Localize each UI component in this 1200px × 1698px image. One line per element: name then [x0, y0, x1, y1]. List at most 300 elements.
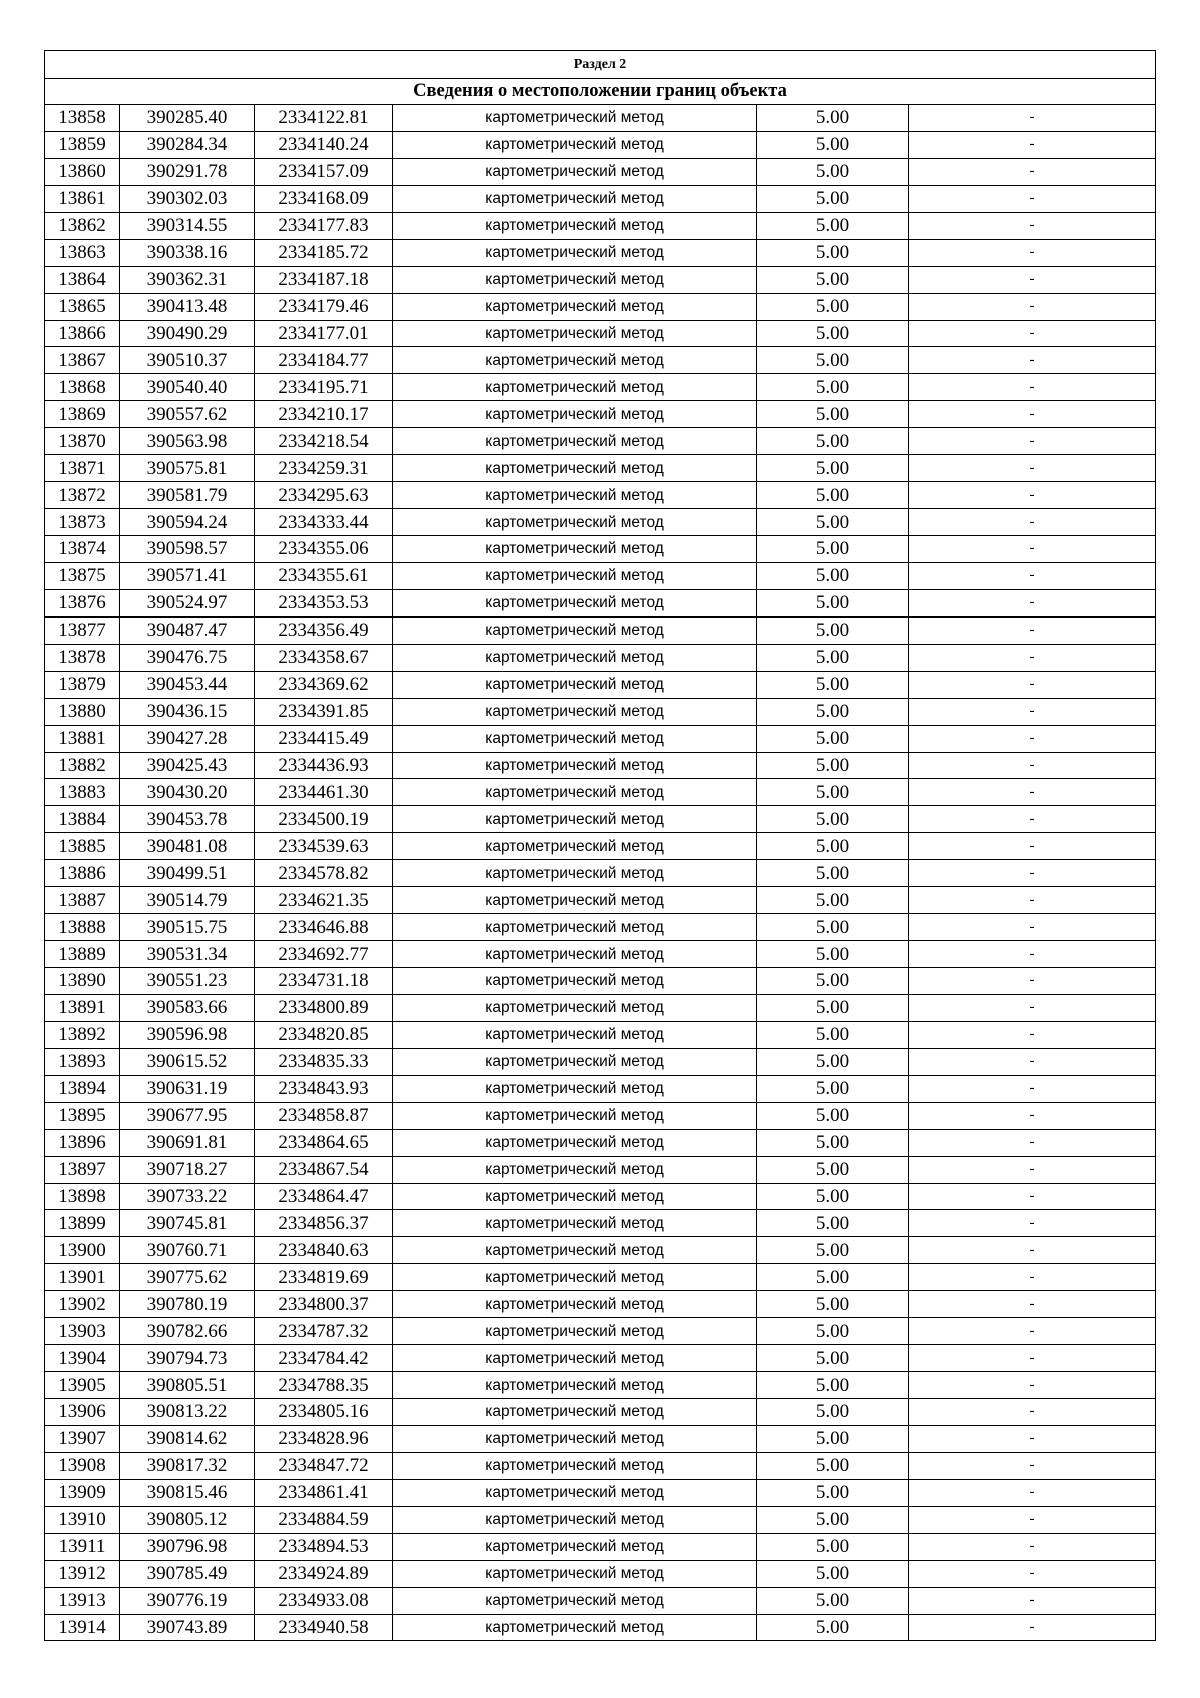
- point-number-cell: 13880: [45, 698, 120, 725]
- x-coordinate-cell: 390775.62: [120, 1264, 255, 1291]
- method-cell: картометрический метод: [393, 941, 757, 968]
- y-coordinate-cell: 2334355.61: [255, 562, 393, 589]
- method-cell: картометрический метод: [393, 1102, 757, 1129]
- point-number-cell: 13863: [45, 239, 120, 266]
- method-cell: картометрический метод: [393, 1345, 757, 1372]
- point-number-cell: 13873: [45, 509, 120, 536]
- point-number-cell: 13866: [45, 320, 120, 347]
- table-row: [45, 671, 1156, 698]
- y-coordinate-cell: 2334185.72: [255, 239, 393, 266]
- method-cell: картометрический метод: [393, 1291, 757, 1318]
- method-cell: картометрический метод: [393, 131, 757, 158]
- description-cell: -: [909, 941, 1156, 968]
- accuracy-cell: 5.00: [757, 347, 909, 374]
- y-coordinate-cell: 2334800.89: [255, 994, 393, 1021]
- description-cell: -: [909, 617, 1156, 644]
- description-cell: -: [909, 105, 1156, 132]
- description-cell: -: [909, 671, 1156, 698]
- table-row: [45, 131, 1156, 158]
- table-row: [45, 1048, 1156, 1075]
- x-coordinate-cell: 390490.29: [120, 320, 255, 347]
- point-number-cell: 13892: [45, 1021, 120, 1048]
- description-cell: -: [909, 1075, 1156, 1102]
- point-number-cell: 13868: [45, 374, 120, 401]
- method-cell: картометрический метод: [393, 589, 757, 616]
- y-coordinate-cell: 2334355.06: [255, 536, 393, 563]
- method-cell: картометрический метод: [393, 105, 757, 132]
- x-coordinate-cell: 390594.24: [120, 509, 255, 536]
- table-row: [45, 968, 1156, 995]
- method-cell: картометрический метод: [393, 1318, 757, 1345]
- accuracy-cell: 5.00: [757, 589, 909, 616]
- x-coordinate-cell: 390718.27: [120, 1156, 255, 1183]
- x-coordinate-cell: 390510.37: [120, 347, 255, 374]
- point-number-cell: 13890: [45, 968, 120, 995]
- description-cell: -: [909, 752, 1156, 779]
- table-row: [45, 1345, 1156, 1372]
- accuracy-cell: 5.00: [757, 1075, 909, 1102]
- y-coordinate-cell: 2334819.69: [255, 1264, 393, 1291]
- y-coordinate-cell: 2334784.42: [255, 1345, 393, 1372]
- accuracy-cell: 5.00: [757, 320, 909, 347]
- accuracy-cell: 5.00: [757, 239, 909, 266]
- point-number-cell: 13858: [45, 105, 120, 132]
- y-coordinate-cell: 2334168.09: [255, 185, 393, 212]
- method-cell: картометрический метод: [393, 860, 757, 887]
- method-cell: картометрический метод: [393, 752, 757, 779]
- description-cell: -: [909, 1560, 1156, 1587]
- x-coordinate-cell: 390524.97: [120, 589, 255, 616]
- accuracy-cell: 5.00: [757, 562, 909, 589]
- accuracy-cell: 5.00: [757, 779, 909, 806]
- x-coordinate-cell: 390615.52: [120, 1048, 255, 1075]
- point-number-cell: 13867: [45, 347, 120, 374]
- y-coordinate-cell: 2334259.31: [255, 455, 393, 482]
- method-cell: картометрический метод: [393, 212, 757, 239]
- y-coordinate-cell: 2334210.17: [255, 401, 393, 428]
- accuracy-cell: 5.00: [757, 941, 909, 968]
- y-coordinate-cell: 2334646.88: [255, 914, 393, 941]
- x-coordinate-cell: 390362.31: [120, 266, 255, 293]
- y-coordinate-cell: 2334805.16: [255, 1399, 393, 1426]
- x-coordinate-cell: 390540.40: [120, 374, 255, 401]
- method-cell: картометрический метод: [393, 482, 757, 509]
- y-coordinate-cell: 2334835.33: [255, 1048, 393, 1075]
- description-cell: -: [909, 725, 1156, 752]
- y-coordinate-cell: 2334179.46: [255, 293, 393, 320]
- point-number-cell: 13912: [45, 1560, 120, 1587]
- method-cell: картометрический метод: [393, 266, 757, 293]
- x-coordinate-cell: 390515.75: [120, 914, 255, 941]
- accuracy-cell: 5.00: [757, 833, 909, 860]
- description-cell: -: [909, 1183, 1156, 1210]
- method-cell: картометрический метод: [393, 1264, 757, 1291]
- table-row: [45, 185, 1156, 212]
- y-coordinate-cell: 2334861.41: [255, 1479, 393, 1506]
- x-coordinate-cell: 390430.20: [120, 779, 255, 806]
- description-cell: -: [909, 1479, 1156, 1506]
- point-number-cell: 13889: [45, 941, 120, 968]
- x-coordinate-cell: 390691.81: [120, 1129, 255, 1156]
- accuracy-cell: 5.00: [757, 1399, 909, 1426]
- table-row: [45, 1237, 1156, 1264]
- accuracy-cell: 5.00: [757, 1210, 909, 1237]
- method-cell: картометрический метод: [393, 374, 757, 401]
- y-coordinate-cell: 2334788.35: [255, 1372, 393, 1399]
- description-cell: -: [909, 482, 1156, 509]
- accuracy-cell: 5.00: [757, 1291, 909, 1318]
- method-cell: картометрический метод: [393, 887, 757, 914]
- x-coordinate-cell: 390745.81: [120, 1210, 255, 1237]
- accuracy-cell: 5.00: [757, 1587, 909, 1614]
- x-coordinate-cell: 390557.62: [120, 401, 255, 428]
- accuracy-cell: 5.00: [757, 806, 909, 833]
- x-coordinate-cell: 390476.75: [120, 644, 255, 671]
- accuracy-cell: 5.00: [757, 266, 909, 293]
- method-cell: картометрический метод: [393, 401, 757, 428]
- table-row: [45, 752, 1156, 779]
- y-coordinate-cell: 2334391.85: [255, 698, 393, 725]
- y-coordinate-cell: 2334847.72: [255, 1452, 393, 1479]
- table-row: [45, 725, 1156, 752]
- table-row: [45, 562, 1156, 589]
- accuracy-cell: 5.00: [757, 1533, 909, 1560]
- y-coordinate-cell: 2334884.59: [255, 1506, 393, 1533]
- method-cell: картометрический метод: [393, 968, 757, 995]
- point-number-cell: 13885: [45, 833, 120, 860]
- x-coordinate-cell: 390760.71: [120, 1237, 255, 1264]
- method-cell: картометрический метод: [393, 994, 757, 1021]
- method-cell: картометрический метод: [393, 1533, 757, 1560]
- description-cell: -: [909, 1318, 1156, 1345]
- accuracy-cell: 5.00: [757, 536, 909, 563]
- table-row: [45, 644, 1156, 671]
- point-number-cell: 13891: [45, 994, 120, 1021]
- table-row: [45, 1102, 1156, 1129]
- description-cell: -: [909, 994, 1156, 1021]
- point-number-cell: 13860: [45, 158, 120, 185]
- x-coordinate-cell: 390776.19: [120, 1587, 255, 1614]
- method-cell: картометрический метод: [393, 455, 757, 482]
- method-cell: картометрический метод: [393, 725, 757, 752]
- accuracy-cell: 5.00: [757, 455, 909, 482]
- accuracy-cell: 5.00: [757, 482, 909, 509]
- accuracy-cell: 5.00: [757, 401, 909, 428]
- point-number-cell: 13878: [45, 644, 120, 671]
- description-cell: -: [909, 644, 1156, 671]
- description-cell: -: [909, 1399, 1156, 1426]
- y-coordinate-cell: 2334800.37: [255, 1291, 393, 1318]
- table-row: [45, 1372, 1156, 1399]
- y-coordinate-cell: 2334924.89: [255, 1560, 393, 1587]
- point-number-cell: 13879: [45, 671, 120, 698]
- x-coordinate-cell: 390815.46: [120, 1479, 255, 1506]
- point-number-cell: 13914: [45, 1614, 120, 1641]
- description-cell: -: [909, 1102, 1156, 1129]
- table-row: [45, 1156, 1156, 1183]
- method-cell: картометрический метод: [393, 1129, 757, 1156]
- y-coordinate-cell: 2334187.18: [255, 266, 393, 293]
- accuracy-cell: 5.00: [757, 1318, 909, 1345]
- description-cell: -: [909, 185, 1156, 212]
- y-coordinate-cell: 2334864.47: [255, 1183, 393, 1210]
- method-cell: картометрический метод: [393, 833, 757, 860]
- description-cell: -: [909, 320, 1156, 347]
- x-coordinate-cell: 390453.44: [120, 671, 255, 698]
- description-cell: -: [909, 589, 1156, 616]
- x-coordinate-cell: 390805.51: [120, 1372, 255, 1399]
- table-row: [45, 482, 1156, 509]
- table-row: [45, 536, 1156, 563]
- method-cell: картометрический метод: [393, 1156, 757, 1183]
- accuracy-cell: 5.00: [757, 1021, 909, 1048]
- point-number-cell: 13913: [45, 1587, 120, 1614]
- accuracy-cell: 5.00: [757, 158, 909, 185]
- method-cell: картометрический метод: [393, 698, 757, 725]
- x-coordinate-cell: 390499.51: [120, 860, 255, 887]
- y-coordinate-cell: 2334867.54: [255, 1156, 393, 1183]
- point-number-cell: 13895: [45, 1102, 120, 1129]
- table-row: [45, 401, 1156, 428]
- point-number-cell: 13904: [45, 1345, 120, 1372]
- point-number-cell: 13907: [45, 1425, 120, 1452]
- point-number-cell: 13887: [45, 887, 120, 914]
- x-coordinate-cell: 390291.78: [120, 158, 255, 185]
- x-coordinate-cell: 390813.22: [120, 1399, 255, 1426]
- y-coordinate-cell: 2334864.65: [255, 1129, 393, 1156]
- table-row: [45, 158, 1156, 185]
- point-number-cell: 13898: [45, 1183, 120, 1210]
- point-number-cell: 13906: [45, 1399, 120, 1426]
- description-cell: -: [909, 1614, 1156, 1641]
- y-coordinate-cell: 2334356.49: [255, 617, 393, 644]
- y-coordinate-cell: 2334856.37: [255, 1210, 393, 1237]
- description-cell: -: [909, 131, 1156, 158]
- point-number-cell: 13910: [45, 1506, 120, 1533]
- description-cell: -: [909, 1129, 1156, 1156]
- method-cell: картометрический метод: [393, 185, 757, 212]
- point-number-cell: 13877: [45, 617, 120, 644]
- accuracy-cell: 5.00: [757, 752, 909, 779]
- y-coordinate-cell: 2334369.62: [255, 671, 393, 698]
- accuracy-cell: 5.00: [757, 994, 909, 1021]
- method-cell: картометрический метод: [393, 1587, 757, 1614]
- x-coordinate-cell: 390785.49: [120, 1560, 255, 1587]
- description-cell: -: [909, 536, 1156, 563]
- table-row: [45, 428, 1156, 455]
- table-row: [45, 779, 1156, 806]
- point-number-cell: 13883: [45, 779, 120, 806]
- table-row: [45, 806, 1156, 833]
- x-coordinate-cell: 390817.32: [120, 1452, 255, 1479]
- y-coordinate-cell: 2334894.53: [255, 1533, 393, 1560]
- description-cell: -: [909, 562, 1156, 589]
- description-cell: -: [909, 239, 1156, 266]
- table-row: [45, 509, 1156, 536]
- method-cell: картометрический метод: [393, 1048, 757, 1075]
- point-number-cell: 13865: [45, 293, 120, 320]
- table-row: [45, 320, 1156, 347]
- accuracy-cell: 5.00: [757, 968, 909, 995]
- x-coordinate-cell: 390514.79: [120, 887, 255, 914]
- method-cell: картометрический метод: [393, 1506, 757, 1533]
- method-cell: картометрический метод: [393, 1614, 757, 1641]
- point-number-cell: 13862: [45, 212, 120, 239]
- method-cell: картометрический метод: [393, 158, 757, 185]
- accuracy-cell: 5.00: [757, 105, 909, 132]
- accuracy-cell: 5.00: [757, 131, 909, 158]
- method-cell: картометрический метод: [393, 1183, 757, 1210]
- accuracy-cell: 5.00: [757, 1345, 909, 1372]
- x-coordinate-cell: 390551.23: [120, 968, 255, 995]
- accuracy-cell: 5.00: [757, 1183, 909, 1210]
- table-row: [45, 1533, 1156, 1560]
- method-cell: картометрический метод: [393, 671, 757, 698]
- table-row: [45, 1452, 1156, 1479]
- method-cell: картометрический метод: [393, 1237, 757, 1264]
- y-coordinate-cell: 2334177.01: [255, 320, 393, 347]
- description-cell: -: [909, 698, 1156, 725]
- description-cell: -: [909, 455, 1156, 482]
- point-number-cell: 13876: [45, 589, 120, 616]
- description-cell: -: [909, 1372, 1156, 1399]
- method-cell: картометрический метод: [393, 779, 757, 806]
- y-coordinate-cell: 2334177.83: [255, 212, 393, 239]
- method-cell: картометрический метод: [393, 1399, 757, 1426]
- table-row: [45, 266, 1156, 293]
- y-coordinate-cell: 2334731.18: [255, 968, 393, 995]
- description-cell: -: [909, 1425, 1156, 1452]
- method-cell: картометрический метод: [393, 293, 757, 320]
- description-cell: -: [909, 914, 1156, 941]
- table-row: [45, 1425, 1156, 1452]
- point-number-cell: 13869: [45, 401, 120, 428]
- x-coordinate-cell: 390563.98: [120, 428, 255, 455]
- accuracy-cell: 5.00: [757, 293, 909, 320]
- description-cell: -: [909, 1048, 1156, 1075]
- table-row: [45, 617, 1156, 644]
- x-coordinate-cell: 390427.28: [120, 725, 255, 752]
- point-number-cell: 13884: [45, 806, 120, 833]
- method-cell: картометрический метод: [393, 1452, 757, 1479]
- x-coordinate-cell: 390413.48: [120, 293, 255, 320]
- method-cell: картометрический метод: [393, 320, 757, 347]
- point-number-cell: 13901: [45, 1264, 120, 1291]
- x-coordinate-cell: 390805.12: [120, 1506, 255, 1533]
- description-cell: -: [909, 1264, 1156, 1291]
- method-cell: картометрический метод: [393, 1075, 757, 1102]
- description-cell: -: [909, 1452, 1156, 1479]
- point-number-cell: 13909: [45, 1479, 120, 1506]
- table-row: [45, 833, 1156, 860]
- table-row: [45, 374, 1156, 401]
- point-number-cell: 13875: [45, 562, 120, 589]
- x-coordinate-cell: 390743.89: [120, 1614, 255, 1641]
- description-cell: -: [909, 401, 1156, 428]
- table-row: [45, 994, 1156, 1021]
- description-cell: -: [909, 1210, 1156, 1237]
- table-row: [45, 1479, 1156, 1506]
- point-number-cell: 13902: [45, 1291, 120, 1318]
- description-cell: -: [909, 212, 1156, 239]
- table-row: [45, 1021, 1156, 1048]
- table-row: [45, 1318, 1156, 1345]
- x-coordinate-cell: 390733.22: [120, 1183, 255, 1210]
- description-cell: -: [909, 968, 1156, 995]
- x-coordinate-cell: 390487.47: [120, 617, 255, 644]
- method-cell: картометрический метод: [393, 617, 757, 644]
- method-cell: картометрический метод: [393, 428, 757, 455]
- y-coordinate-cell: 2334415.49: [255, 725, 393, 752]
- y-coordinate-cell: 2334461.30: [255, 779, 393, 806]
- point-number-cell: 13911: [45, 1533, 120, 1560]
- accuracy-cell: 5.00: [757, 1048, 909, 1075]
- point-number-cell: 13888: [45, 914, 120, 941]
- table-caption: Сведения о местоположении границ объекта: [45, 79, 1156, 105]
- x-coordinate-cell: 390583.66: [120, 994, 255, 1021]
- method-cell: картометрический метод: [393, 239, 757, 266]
- x-coordinate-cell: 390598.57: [120, 536, 255, 563]
- method-cell: картометрический метод: [393, 509, 757, 536]
- x-coordinate-cell: 390596.98: [120, 1021, 255, 1048]
- table-row: [45, 698, 1156, 725]
- x-coordinate-cell: 390796.98: [120, 1533, 255, 1560]
- y-coordinate-cell: 2334840.63: [255, 1237, 393, 1264]
- point-number-cell: 13859: [45, 131, 120, 158]
- accuracy-cell: 5.00: [757, 509, 909, 536]
- table-row: [45, 105, 1156, 132]
- x-coordinate-cell: 390571.41: [120, 562, 255, 589]
- y-coordinate-cell: 2334692.77: [255, 941, 393, 968]
- description-cell: -: [909, 1291, 1156, 1318]
- method-cell: картометрический метод: [393, 562, 757, 589]
- point-number-cell: 13903: [45, 1318, 120, 1345]
- x-coordinate-cell: 390284.34: [120, 131, 255, 158]
- y-coordinate-cell: 2334122.81: [255, 105, 393, 132]
- table-row: [45, 1075, 1156, 1102]
- table-row: [45, 914, 1156, 941]
- x-coordinate-cell: 390677.95: [120, 1102, 255, 1129]
- x-coordinate-cell: 390581.79: [120, 482, 255, 509]
- y-coordinate-cell: 2334828.96: [255, 1425, 393, 1452]
- accuracy-cell: 5.00: [757, 644, 909, 671]
- accuracy-cell: 5.00: [757, 617, 909, 644]
- y-coordinate-cell: 2334843.93: [255, 1075, 393, 1102]
- point-number-cell: 13905: [45, 1372, 120, 1399]
- method-cell: картометрический метод: [393, 1425, 757, 1452]
- y-coordinate-cell: 2334218.54: [255, 428, 393, 455]
- x-coordinate-cell: 390814.62: [120, 1425, 255, 1452]
- point-number-cell: 13864: [45, 266, 120, 293]
- table-row: [45, 1129, 1156, 1156]
- table-row: [45, 1264, 1156, 1291]
- accuracy-cell: 5.00: [757, 1506, 909, 1533]
- y-coordinate-cell: 2334621.35: [255, 887, 393, 914]
- point-number-cell: 13881: [45, 725, 120, 752]
- accuracy-cell: 5.00: [757, 1102, 909, 1129]
- method-cell: картометрический метод: [393, 644, 757, 671]
- table-row: [45, 1183, 1156, 1210]
- description-cell: -: [909, 833, 1156, 860]
- accuracy-cell: 5.00: [757, 1614, 909, 1641]
- table-row: [45, 1399, 1156, 1426]
- accuracy-cell: 5.00: [757, 1479, 909, 1506]
- accuracy-cell: 5.00: [757, 860, 909, 887]
- description-cell: -: [909, 293, 1156, 320]
- description-cell: -: [909, 374, 1156, 401]
- x-coordinate-cell: 390425.43: [120, 752, 255, 779]
- description-cell: -: [909, 1587, 1156, 1614]
